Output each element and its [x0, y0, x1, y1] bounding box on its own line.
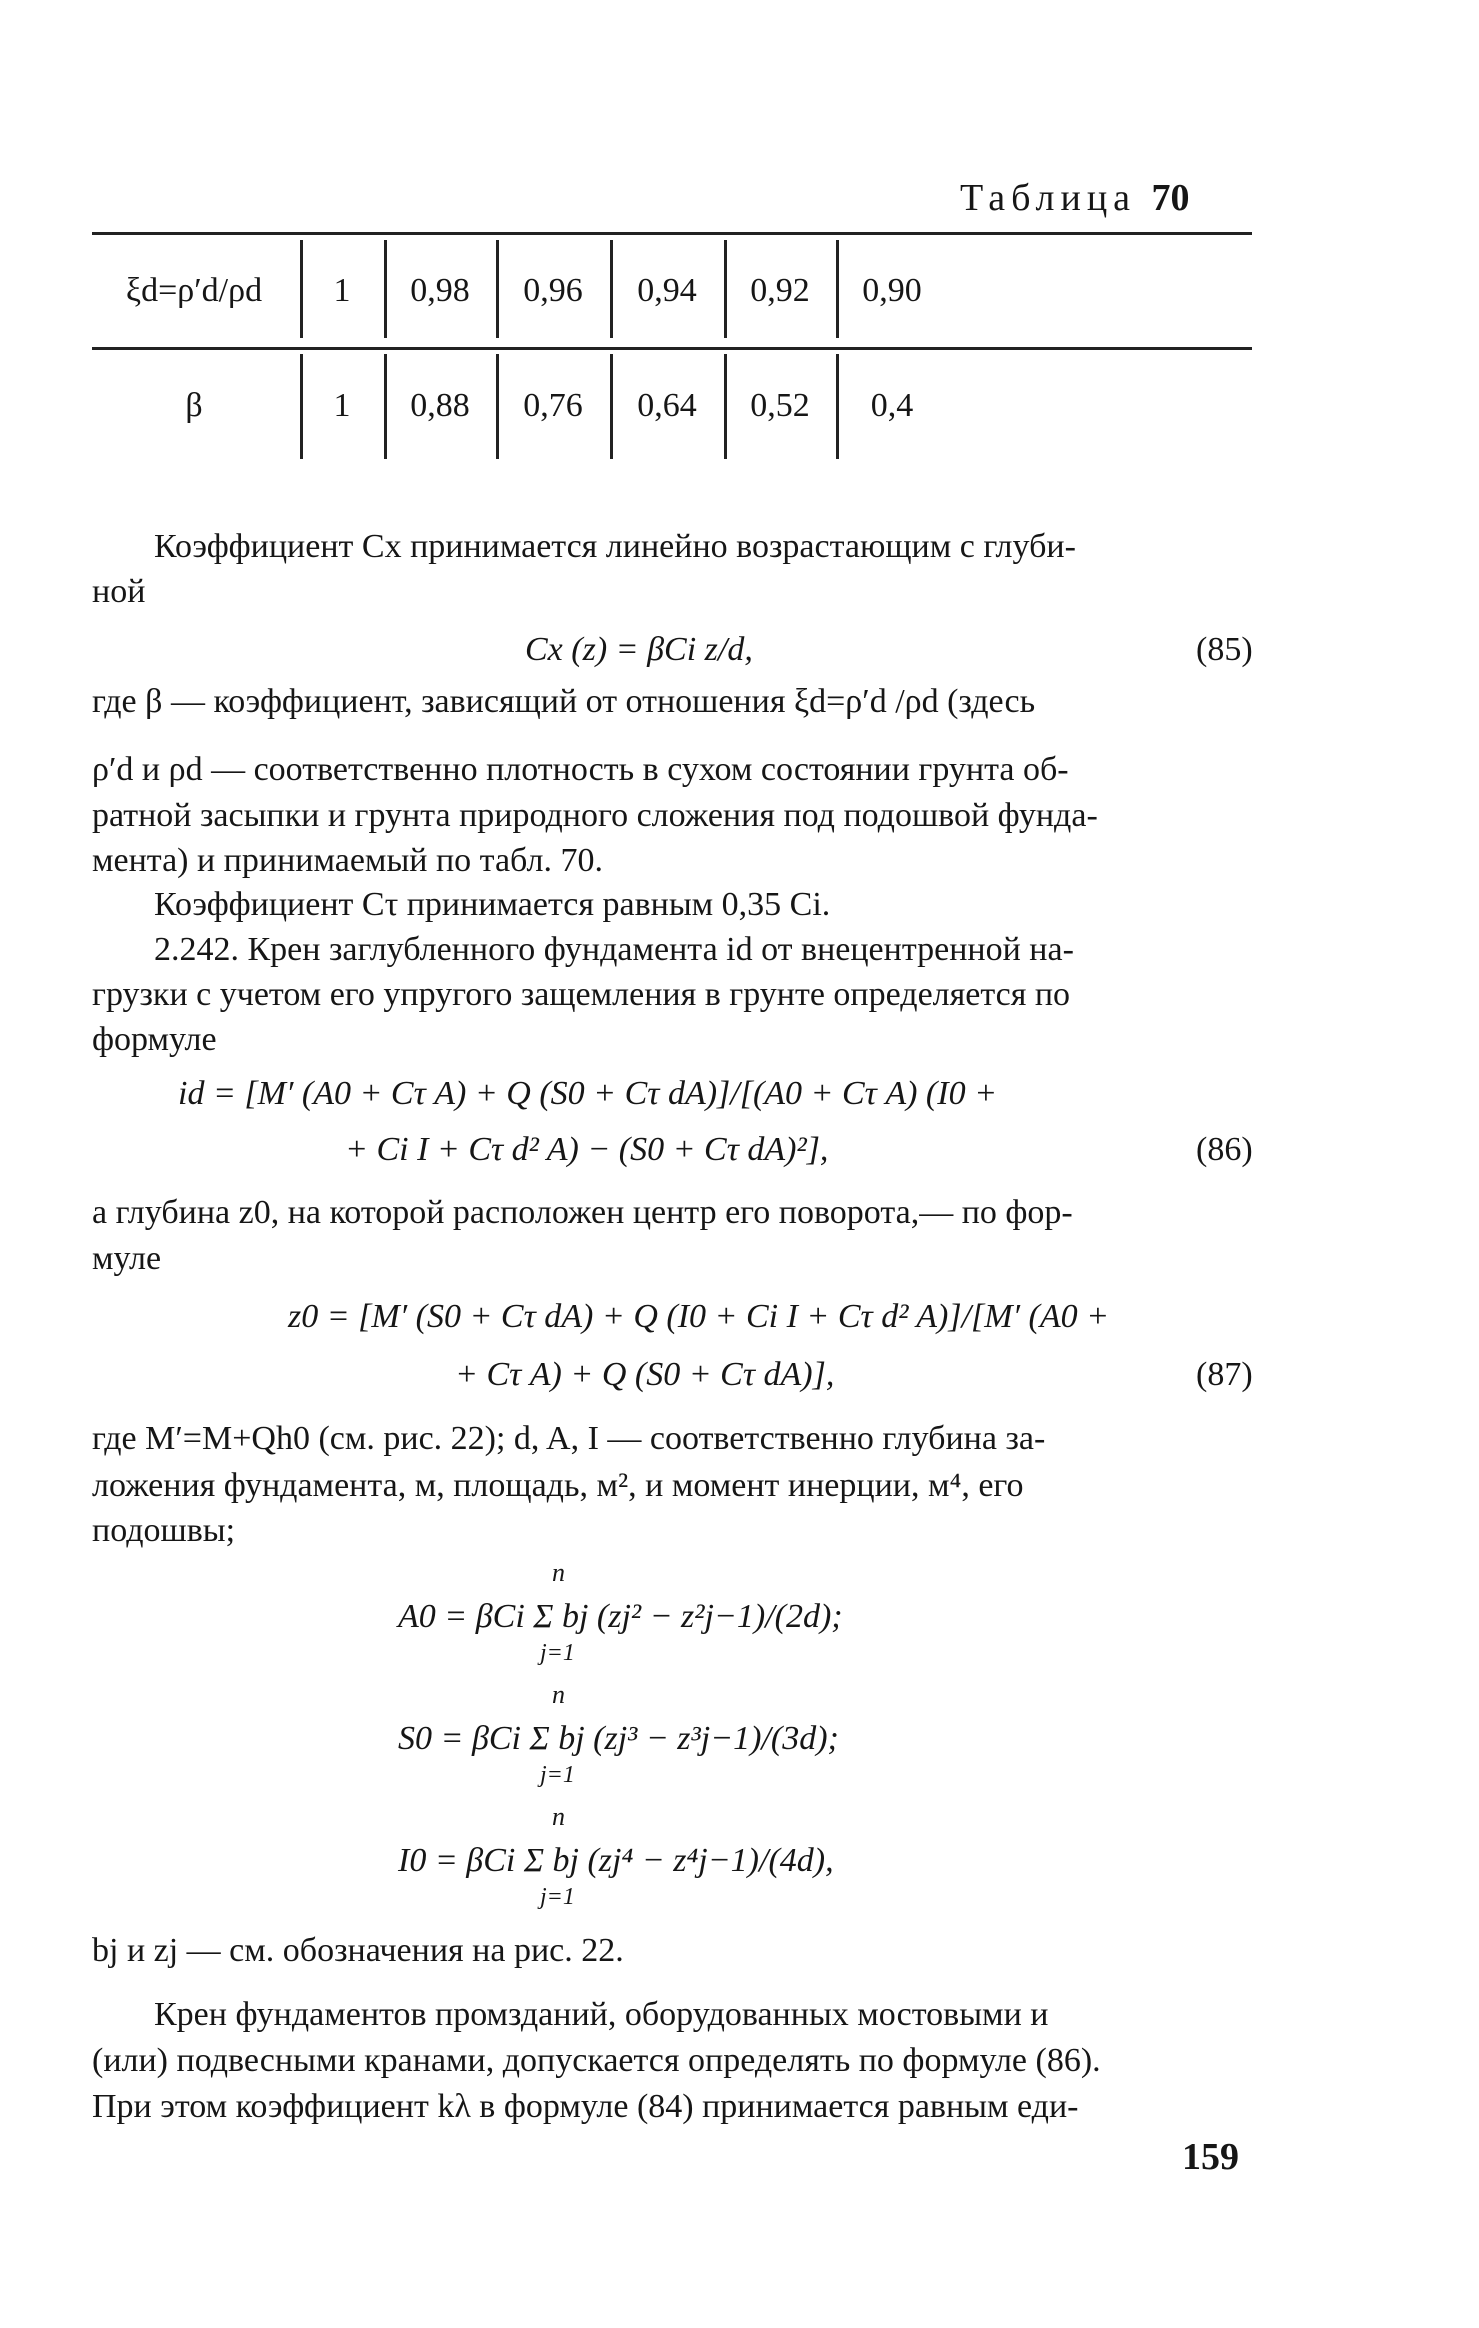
table-cell: 0,96 — [523, 272, 583, 309]
table-cell: 0,76 — [523, 387, 583, 424]
row-label-xi: ξd=ρ′d/ρd — [125, 272, 263, 309]
sum-upper-limit: n — [552, 1802, 565, 1831]
text-line: формуле — [92, 1021, 217, 1058]
text-line: (или) подвесными кранами, допускается определять по формуле (86). — [92, 2042, 1101, 2079]
formula-87-line1: z0 = [M′ (S0 + Cτ dA) + Q (I0 + Ci I + Cτ d² A)]/[M′ (A0 + — [288, 1298, 1110, 1335]
text-line: ной — [92, 573, 146, 610]
text-line: мента) и принимаемый по табл. 70. — [92, 842, 603, 879]
formula-87-line2: + Cτ A) + Q (S0 + Cτ dA)], — [455, 1356, 835, 1393]
text-line: а глубина z0, на которой расположен центр его поворота,— по фор- — [92, 1194, 1073, 1231]
table-cell: 0,98 — [410, 272, 470, 309]
table-cell: 0,64 — [637, 387, 697, 424]
text-line: Коэффициент Cx принимается линейно возрастающим с глуби- — [154, 528, 1076, 565]
text-line: подошвы; — [92, 1512, 236, 1549]
table-cell: 0,94 — [637, 272, 697, 309]
table-cell: 0,88 — [410, 387, 470, 424]
row-label-beta: β — [185, 387, 203, 424]
text-line: При этом коэффициент kλ в формуле (84) принимается равным еди- — [92, 2088, 1079, 2125]
sum-upper-limit: n — [552, 1680, 565, 1709]
table-middle-rule — [92, 347, 1252, 350]
formula-86-line1: id = [M′ (A0 + Cτ A) + Q (S0 + Cτ dA)]/[(A0 + Cτ A) (I0 + — [178, 1075, 998, 1112]
table-cell: 0,90 — [862, 272, 922, 309]
text-line: bj и zj — см. обозначения на рис. 22. — [92, 1932, 624, 1969]
text-line: ратной засыпки и грунта природного сложения под подошвой фунда- — [92, 797, 1098, 834]
data-table — [92, 232, 1252, 462]
text-line: где β — коэффициент, зависящий от отношения ξd=ρ′d /ρd (здесь — [92, 683, 1036, 720]
formula-86-line2: + Ci I + Cτ d² A) − (S0 + Cτ dA)²], — [345, 1131, 829, 1168]
formula-S0: S0 = βCi Σ bj (zj³ − z³j−1)/(3d); — [398, 1720, 839, 1757]
table-top-rule — [92, 232, 1252, 235]
table-cell: 0,92 — [750, 272, 810, 309]
table-cell: 1 — [333, 272, 351, 309]
page-number: 159 — [1182, 2136, 1239, 2178]
table-caption-word: Таблица — [960, 177, 1137, 219]
equation-number-85: (85) — [1196, 631, 1253, 668]
sum-lower-limit: j=1 — [540, 1762, 575, 1788]
text-line: ρ′d и ρd — соответственно плотность в сухом состоянии грунта об- — [92, 751, 1069, 788]
table-caption-number: 70 — [1151, 177, 1190, 219]
formula-A0: A0 = βCi Σ bj (zj² − z²j−1)/(2d); — [398, 1598, 843, 1635]
text-line: где M′=M+Qh0 (см. рис. 22); d, A, I — соответственно глубина за- — [92, 1420, 1046, 1457]
equation-number-87: (87) — [1196, 1356, 1253, 1393]
text-line: ложения фундамента, м, площадь, м², и момент инерции, м⁴, его — [92, 1467, 1024, 1504]
table-cell: 1 — [333, 387, 351, 424]
formula-85: Cx (z) = βCi z/d, — [525, 631, 753, 668]
equation-number-86: (86) — [1196, 1131, 1253, 1168]
text-line: муле — [92, 1240, 162, 1277]
text-line: 2.242. Крен заглубленного фундамента id от внецентренной на- — [154, 931, 1074, 968]
formula-I0: I0 = βCi Σ bj (zj⁴ − z⁴j−1)/(4d), — [398, 1842, 834, 1879]
sum-upper-limit: n — [552, 1558, 565, 1587]
table-cell: 0,52 — [750, 387, 810, 424]
table-caption — [960, 176, 1190, 220]
text-line: грузки с учетом его упругого защемления в грунте определяется по — [92, 976, 1071, 1013]
sum-lower-limit: j=1 — [540, 1884, 575, 1910]
text-line: Крен фундаментов промзданий, оборудованных мостовыми и — [154, 1996, 1049, 2033]
text-line: Коэффициент Cτ принимается равным 0,35 Ci. — [154, 886, 831, 923]
sum-lower-limit: j=1 — [540, 1640, 575, 1666]
table-cell: 0,4 — [870, 387, 914, 424]
